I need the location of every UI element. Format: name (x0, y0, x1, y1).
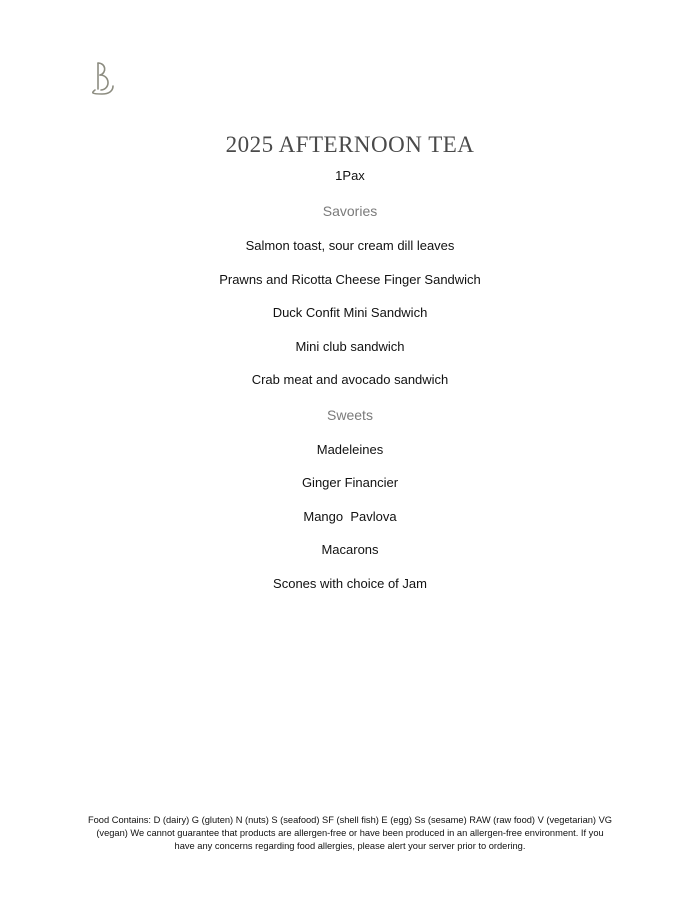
menu-item: Crab meat and avocado sandwich (251, 372, 449, 387)
menu-item: Mini club sandwich (295, 339, 405, 354)
pax-label: 1Pax (335, 168, 365, 183)
menu-item: Duck Confit Mini Sandwich (272, 305, 428, 320)
menu-item: Prawns and Ricotta Cheese Finger Sandwich (219, 272, 481, 287)
menu-item: Salmon toast, sour cream dill leaves (245, 238, 455, 253)
logo-icon (89, 60, 117, 96)
menu-item: Ginger Financier (301, 475, 399, 490)
menu-item: Scones with choice of Jam (273, 576, 427, 591)
page-title: 2025 AFTERNOON TEA (225, 132, 475, 157)
menu-item: Mango Pavlova (303, 509, 397, 524)
section-heading-sweets: Sweets (327, 407, 373, 423)
menu-item: Madeleines (316, 442, 384, 457)
section-heading-savories: Savories (322, 203, 378, 219)
menu-item: Macarons (321, 542, 379, 557)
allergen-note: Food Contains: D (dairy) G (gluten) N (nuts) S (seafood) SF (shell fish) E (egg) Ss (sesame) RAW (raw food) V (vegetarian) VG (vegan) We cannot guarantee that products are allergen-free or have been produced in an allergen-free environment. If you have any concerns regarding food allergies, please alert your server prior to ordering. (87, 815, 613, 851)
